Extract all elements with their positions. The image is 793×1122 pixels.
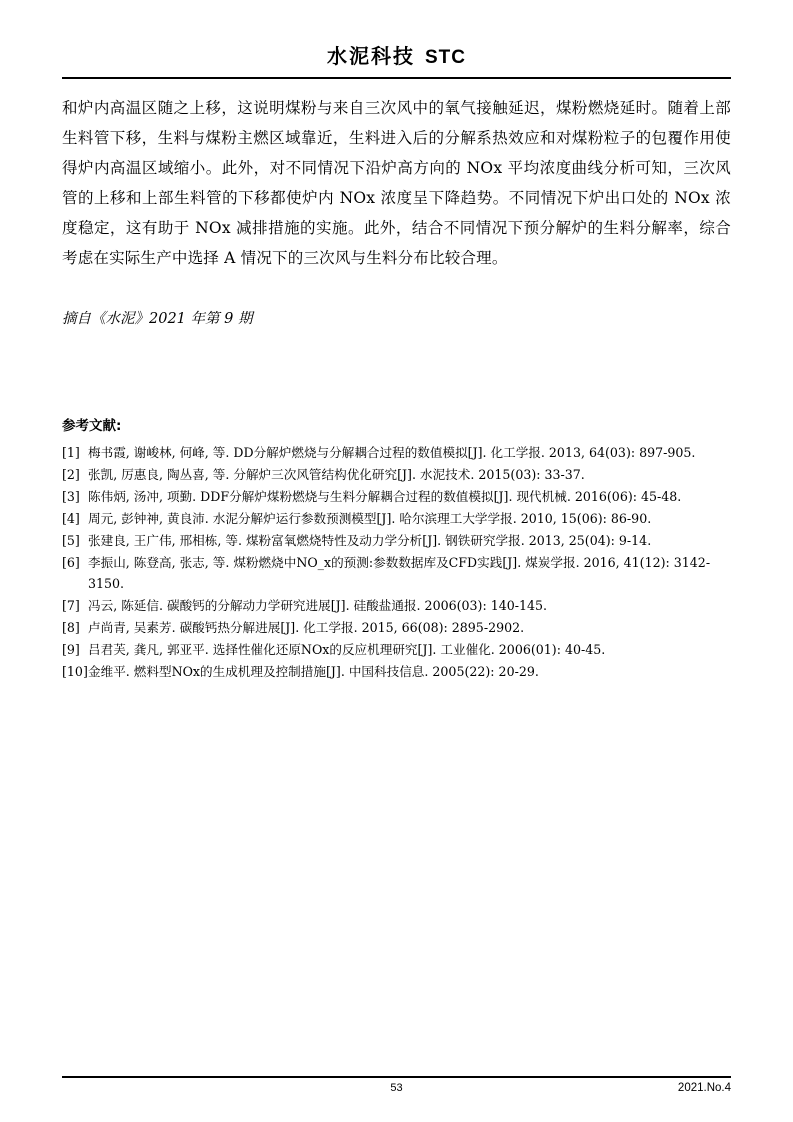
list-item <box>62 464 731 485</box>
list-item <box>62 442 731 463</box>
references-list <box>62 442 731 682</box>
article-body <box>62 93 731 273</box>
journal-title: 水泥科技 <box>327 44 415 68</box>
issue-label: 2021.No.4 <box>677 1082 731 1094</box>
reference-text: 金维平. 燃料型NOx的生成机理及控制措施[J]. 中国科技信息. 2005(22): 20-29. <box>88 664 539 679</box>
reference-number: [8] <box>62 620 80 635</box>
reference-text: 张凯, 厉惠良, 陶丛喜, 等. 分解炉三次风管结构优化研究[J]. 水泥技术. 2015(03): 33-37. <box>88 467 585 482</box>
article-paragraph: 和炉内高温区随之上移，这说明煤粉与来自三次风中的氧气接触延迟，煤粉燃烧延时。随着上部生料管下移，生料与煤粉主燃区域靠近，生料进入后的分解系热效应和对煤粉粒子的包覆作用使得炉内高温区域缩小。此外，对不同情况下沿炉高方向的 NOx 平均浓度曲线分析可知，三次风管的上移和上部生料管的下移都使炉内 NOx 浓度呈下降趋势。不同情况下炉出口处的 NOx 浓度稳定，这有助于 NOx 减排措施的实施。此外，结合不同情况下预分解炉的生料分解率，综合考虑在实际生产中选择 A 情况下的三次风与生料分布比较合理。 <box>62 99 731 267</box>
reference-text: 陈伟炳, 汤冲, 项勤. DDF分解炉煤粉燃烧与生料分解耦合过程的数值模拟[J]. 现代机械. 2016(06): 45-48. <box>88 489 682 504</box>
list-item <box>62 639 731 660</box>
journal-abbreviation: STC <box>425 47 466 68</box>
references-heading: 参考文献: <box>62 418 122 434</box>
page-header <box>62 40 731 75</box>
reference-number: [4] <box>62 511 80 526</box>
page-number: 53 <box>390 1082 403 1094</box>
footer-row <box>62 1082 731 1098</box>
list-item <box>62 661 731 682</box>
reference-text: 李振山, 陈登高, 张志, 等. 煤粉燃烧中NO_x的预测:参数数据库及CFD实践[J]. 煤炭学报. 2016, 41(12): 3142-3150. <box>88 555 711 591</box>
footer-divider <box>62 1076 731 1078</box>
list-item <box>62 617 731 638</box>
list-item <box>62 552 731 594</box>
reference-number: [5] <box>62 533 80 548</box>
reference-number: [7] <box>62 598 80 613</box>
reference-text: 张建良, 王广伟, 邢相栋, 等. 煤粉富氧燃烧特性及动力学分析[J]. 钢铁研究学报. 2013, 25(04): 9-14. <box>88 533 652 548</box>
reference-text: 卢尚青, 吴素芳. 碳酸钙热分解进展[J]. 化工学报. 2015, 66(08): 2895-2902. <box>88 620 525 635</box>
article-source: 摘自《水泥》2021 年第 9 期 <box>62 311 253 327</box>
reference-number: [6] <box>62 555 80 570</box>
reference-number: [10] <box>62 664 88 679</box>
list-item <box>62 595 731 616</box>
header-divider <box>62 77 731 79</box>
list-item <box>62 508 731 529</box>
reference-number: [9] <box>62 642 80 657</box>
page-footer <box>62 1076 731 1098</box>
reference-text: 周元, 彭钟神, 黄良沛. 水泥分解炉运行参数预测模型[J]. 哈尔滨理工大学学报. 2010, 15(06): 86-90. <box>88 511 652 526</box>
list-item <box>62 530 731 551</box>
reference-text: 冯云, 陈延信. 碳酸钙的分解动力学研究进展[J]. 硅酸盐通报. 2006(03): 140-145. <box>88 598 548 613</box>
reference-number: [3] <box>62 489 80 504</box>
reference-number: [2] <box>62 467 80 482</box>
reference-text: 梅书霞, 谢峻林, 何峰, 等. DD分解炉燃烧与分解耦合过程的数值模拟[J]. 化工学报. 2013, 64(03): 897-905. <box>88 445 696 460</box>
list-item <box>62 486 731 507</box>
reference-text: 吕君芙, 龚凡, 郭亚平. 选择性催化还原NOx的反应机理研究[J]. 工业催化. 2006(01): 40-45. <box>88 642 606 657</box>
page-content <box>62 40 731 1092</box>
reference-number: [1] <box>62 445 80 460</box>
